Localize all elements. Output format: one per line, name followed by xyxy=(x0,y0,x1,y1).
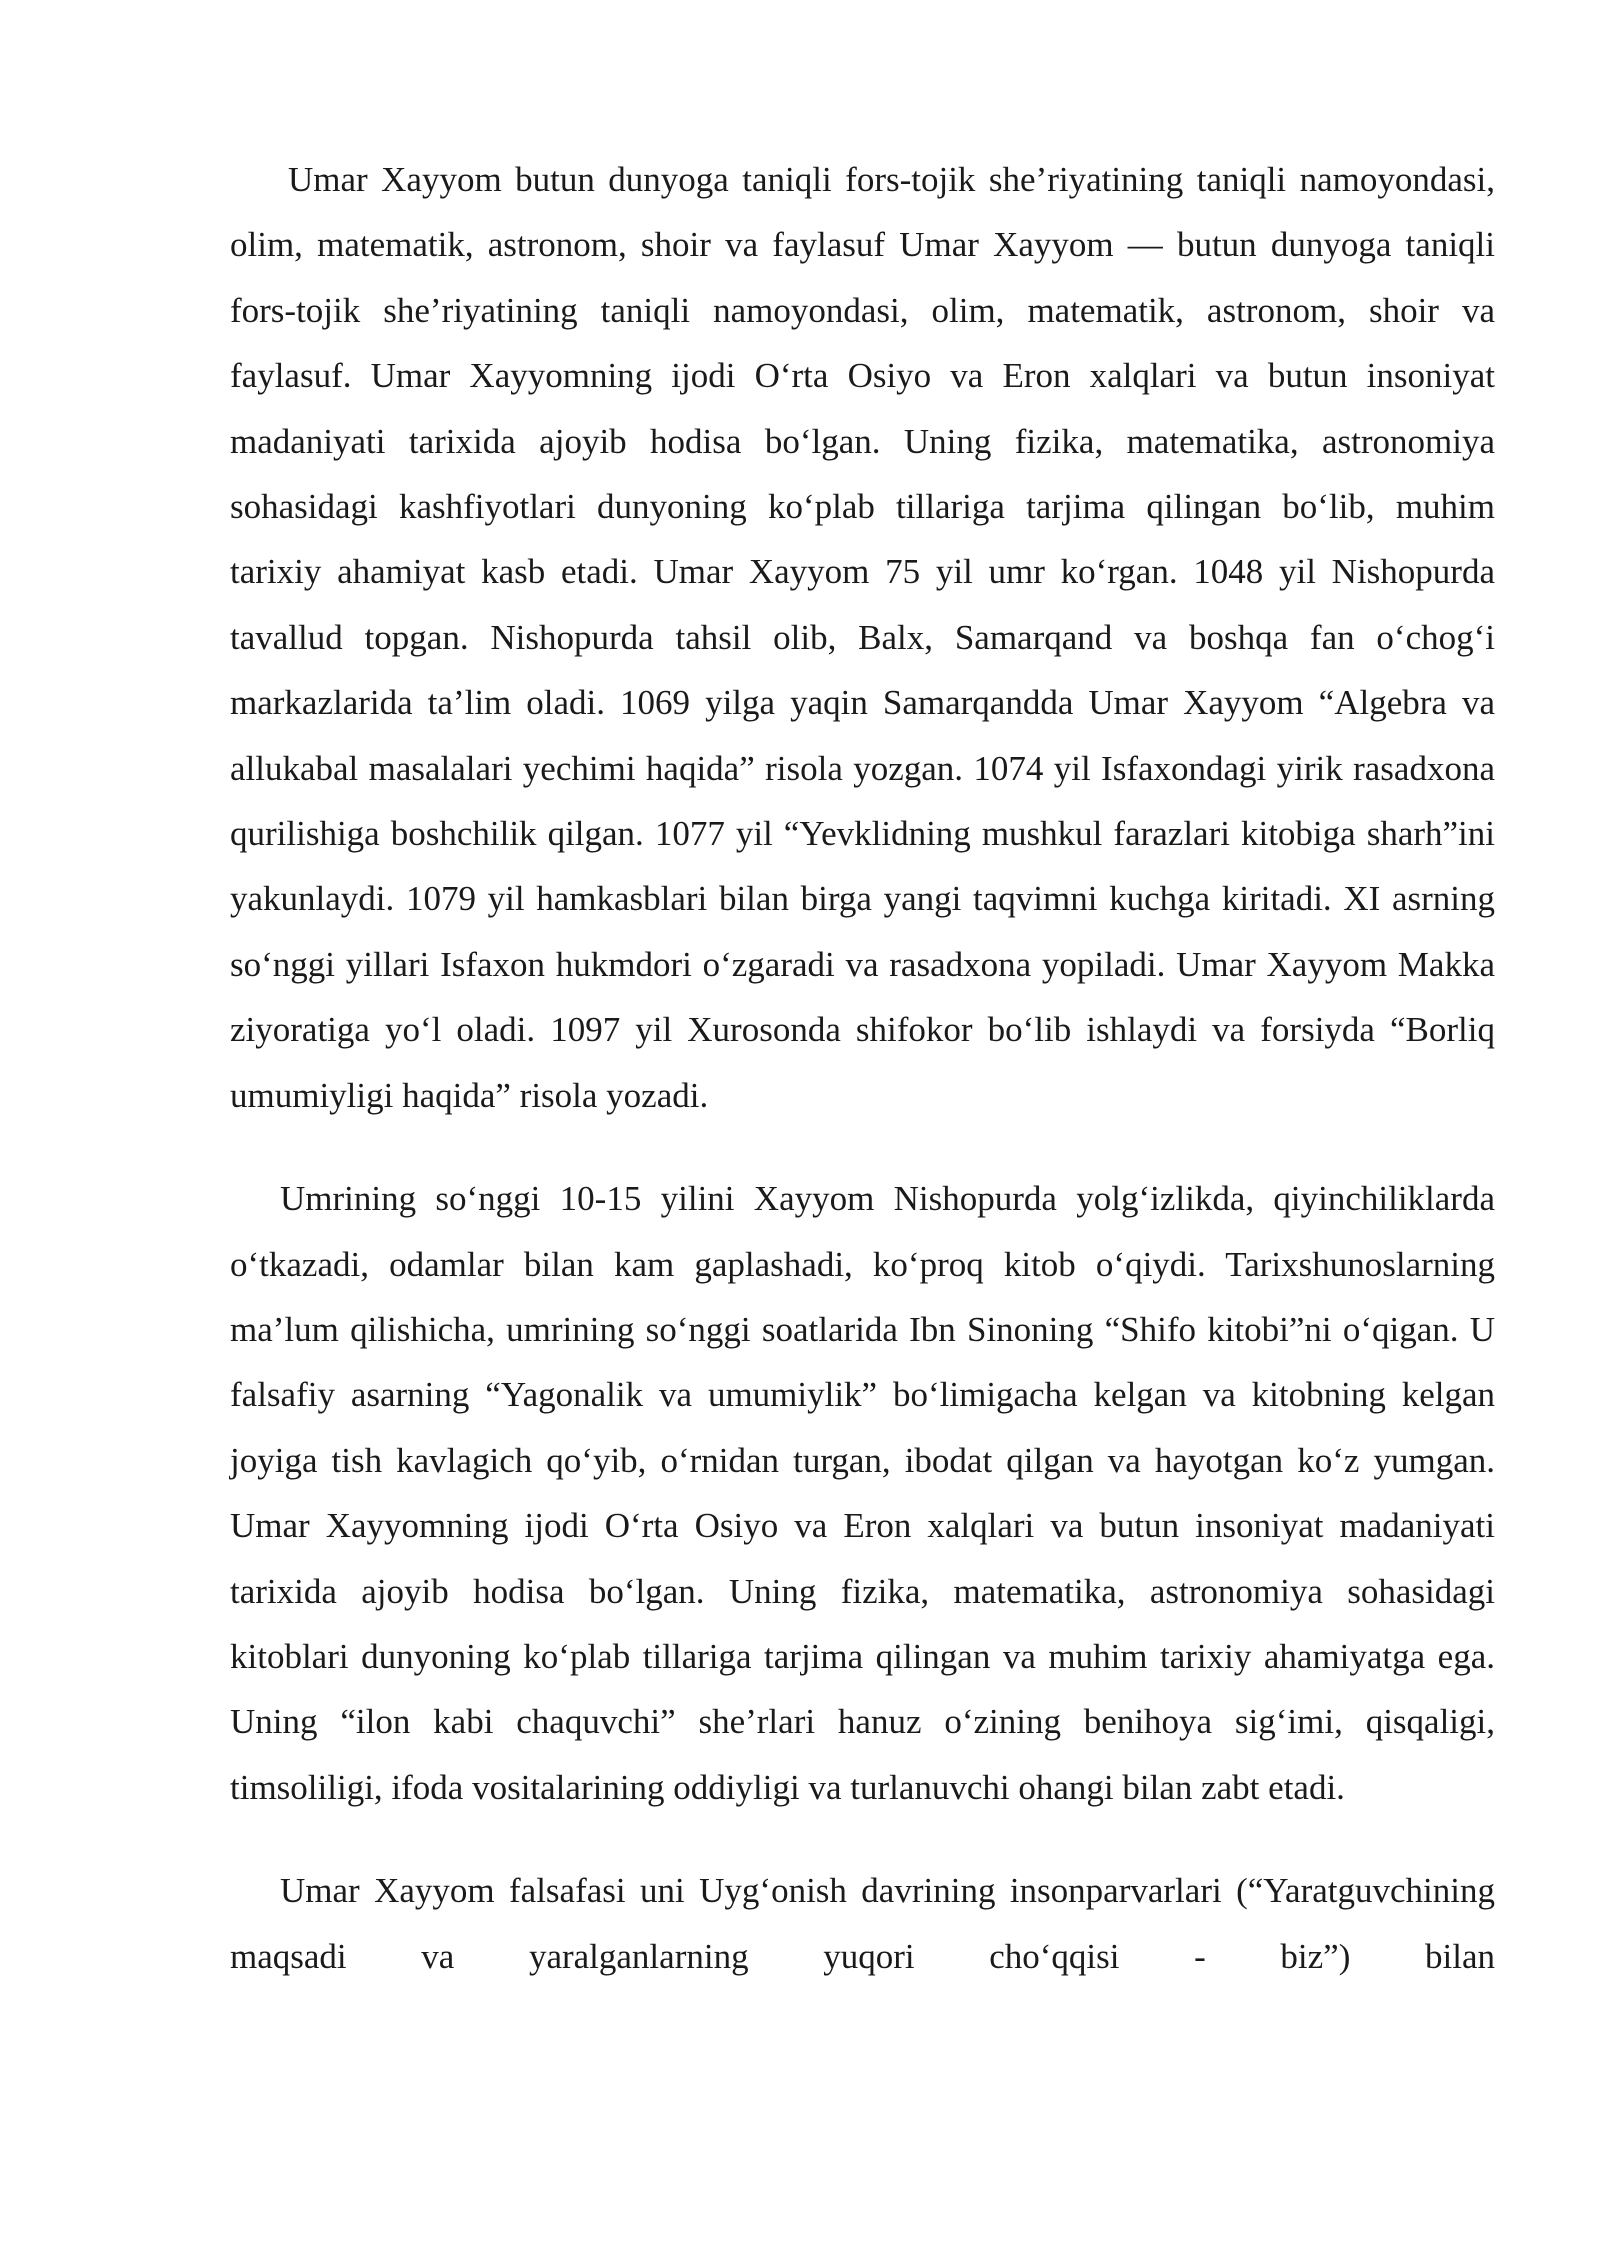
paragraph-biography: Umar Xayyom butun dunyoga taniqli fors-tojik she’riyatining taniqli namoyondasi, olim, matematik, astronom, shoir va faylasuf Umar Xayyom — butun dunyoga taniqli fors-tojik she’riyatining taniqli namoyondasi, olim, matematik, astronom, shoir va faylasuf. Umar Xayyomning ijodi O‘rta Osiyo va Eron xalqlari va butun insoniyat madaniyati tarixida ajoyib hodisa bo‘lgan. Uning fizika, matematika, astronomiya sohasidagi kashfiyotlari dunyoning ko‘plab tillariga tarjima qilingan bo‘lib, muhim tarixiy ahamiyat kasb etadi. Umar Xayyom 75 yil umr ko‘rgan. 1048 yil Nishopurda tavallud topgan. Nishopurda tahsil olib, Balx, Samarqand va boshqa fan o‘chog‘i markazlarida ta’lim oladi. 1069 yilga yaqin Samarqandda Umar Xayyom “Algebra va allukabal masalalari yechimi haqida” risola yozgan. 1074 yil Isfaxondagi yirik rasadxona qurilishiga boshchilik qilgan. 1077 yil “Yevklidning mushkul farazlari kitobiga sharh”ini yakunlaydi. 1079 yil hamkasblari bilan birga yangi taqvimni kuchga kiritadi. XI asrning so‘nggi yillari Isfaxon hukmdori o‘zgaradi va rasadxona yopiladi. Umar Xayyom Makka ziyoratiga yo‘l oladi. 1097 yil Xurosonda shifokor bo‘lib ishlaydi va forsiyda “Borliq umumiyligi haqida” risola yozadi. xyxy=(230,160,1495,1115)
paragraph-final-years: Umrining so‘nggi 10-15 yilini Xayyom Nishopurda yolg‘izlikda, qiyinchiliklarda o‘tkazadi, odamlar bilan kam gaplashadi, ko‘proq kitob o‘qiydi. Tarixshunoslarning ma’lum qilishicha, umrining so‘nggi soatlarida Ibn Sinoning “Shifo kitobi”ni o‘qigan. U falsafiy asarning “Yagonalik va umumiylik” bo‘limigacha kelgan va kitobning kelgan joyiga tish kavlagich qo‘yib, o‘rnidan turgan, ibodat qilgan va hayotgan ko‘z yumgan. Umar Xayyomning ijodi O‘rta Osiyo va Eron xalqlari va butun insoniyat madaniyati tarixida ajoyib hodisa bo‘lgan. Uning fizika, matematika, astronomiya sohasidagi kitoblari dunyoning ko‘plab tillariga tarjima qilingan va muhim tarixiy ahamiyatga ega. Uning “ilon kabi chaquvchi” she’rlari hanuz o‘zining benihoya sig‘imi, qisqaligi, timsoliligi, ifoda vositalarining oddiyligi va turlanuvchi ohangi bilan zabt etadi. xyxy=(230,1179,1495,1807)
paragraph-philosophy: Umar Xayyom falsafasi uni Uyg‘onish davrining insonparvarlari (“Yaratguvchining maqsadi va yaralganlarning yuqori cho‘qqisi - biz”) bilan xyxy=(230,1871,1495,1976)
document-body xyxy=(230,147,1495,1989)
